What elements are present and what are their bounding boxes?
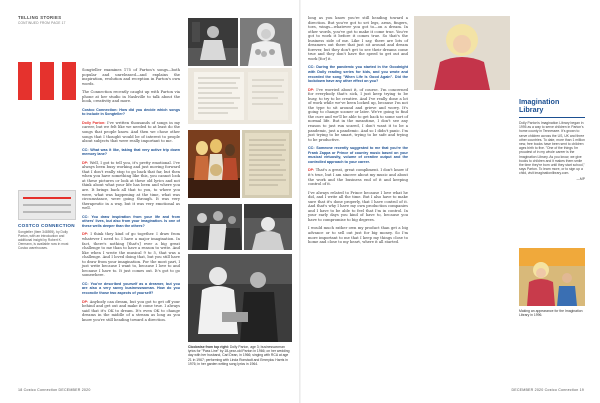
imagination-library-sidebar — [519, 98, 585, 181]
red-bar — [40, 62, 54, 100]
qa-block — [308, 168, 408, 186]
qa-block — [82, 282, 180, 296]
question-label: CC: — [82, 214, 89, 219]
qa-block — [308, 146, 408, 164]
photo-caption — [188, 345, 292, 366]
qa-block — [82, 108, 180, 117]
question-label: CC: — [308, 146, 315, 151]
answer-text: I've written thousands of songs in my career, but we felt like we needed to at least do the songs that people know. And then we chose other songs that I thought would be of interest to people about subjects that were really important to me. — [82, 120, 180, 144]
caption-lead: Clockwise from top right: — [188, 345, 229, 349]
answer-text: Well, I got to tell you, it's pretty emotional. I've always been busy working and just moving forward that I don't really stop to go back that far, but then when you have something like this, you cannot look at these pictures or look at these old lyrics and not think about what your life has been and where you are. It brings back all that to you, to where you were, what was happening at the time, what was circumstance, were going through. It was very therapeutic in a way, but it was very emotional as well. — [82, 160, 180, 211]
dolly-portrait-image — [414, 16, 510, 90]
costco-connection-label: COSTCO CONNECTION — [18, 223, 75, 228]
answer-label: DP: — [82, 232, 89, 237]
garden-writing-image — [188, 254, 292, 342]
photo-recording-session — [244, 204, 292, 250]
red-bar — [62, 62, 76, 100]
photo-imagination-library-appearance — [519, 248, 585, 306]
qa-block — [82, 215, 180, 229]
caption-text: Dolly Parton, age 3; businesswoman lyrics for "Pass Line" by 18-year-old Parton in 1966; on her wedding day with her husband, Carl Dean, in 1966; singing with RCA at age 21 in 1967; performing with Linda Ronstadt and Emmylou Harris in 1976; in her garden writing song lyrics in 1964. — [188, 345, 290, 366]
continued-line: CONTINUED FROM PAGE 17 — [18, 21, 66, 25]
imagination-library-photo-image — [519, 248, 585, 306]
rca-studio-image — [188, 204, 242, 250]
paragraph: long as you know you're still heading toward a direction. But you've got to set legs, arms, fingers, toes, wings—whatever you got to—on a dream. In other words, you've got to make it come true. You've got to work it before it comes true. So that's the business side of me. Like I say, there are lots of dreamers out there that just sit around and dream forever, but they don't get to see their dreams come true and they don't have the speed to get out and work [for] it. — [308, 16, 408, 61]
answer-text: I think they kind of go together. I draw from whatever I need to. I have a major imagination. In fact, there's nothing [that's] ever a big great challenge to me than to have a reason to write. And like when I wrote the musical 9 to 5, that was a challenge. And I loved doing that, but you still have to draw from your imagination. For the most part, I just write because I want to, because I love to and because I have to. It just comes out. It's got to go somewhere. — [82, 232, 180, 278]
sidebar-photo-caption: Making an appearance for the Imagination Library in 1996. — [519, 309, 583, 318]
qa-block — [82, 121, 180, 144]
qa-block — [82, 161, 180, 211]
question-label: CC: — [82, 281, 89, 286]
sidebar-title: Imagination Library — [519, 97, 560, 114]
sidebar-signature: —MP — [576, 176, 585, 181]
question-label: CC: — [308, 65, 315, 70]
photo-trio-performance — [188, 130, 240, 198]
qa-block — [82, 232, 180, 277]
answer-text: Anybody can dream, but you got to get off your behind and get out and make it come true. I always said that it's OK to dream. It's even OK to change dreams in the middle of a stream as long as you know you're still heading toward a direction. — [82, 299, 180, 322]
answer-text: That's a great, great compliment. I don't know if it's true, but I am sincere about my music and about the work and the business end of it and keeping control of it. — [308, 168, 408, 187]
book-cover-thumbnail — [18, 190, 76, 220]
photo-dolly-portrait — [414, 16, 510, 90]
question-text: How did you decide which songs to include in Songteller? — [82, 107, 180, 117]
qa-block — [82, 300, 180, 323]
decorative-red-bars — [18, 62, 76, 100]
page-folio-left: 18 Costco Connection DECEMBER 2020 — [18, 388, 91, 392]
question-text: You've described yourself as a dreamer, but you are also a very savvy businesswoman. How do you reconcile those two aspects of yourself? — [82, 281, 180, 295]
article-column-1 — [82, 68, 180, 326]
answer-label: DP: — [308, 168, 315, 173]
cover-stripe — [23, 197, 71, 199]
question-text: Someone recently suggested to me that you're the Frank Zappa or Prince of country music based on your musical virtuosity, volume of creative output and the controlled approach to your career. — [308, 146, 408, 164]
answer-label: DP: — [308, 87, 315, 92]
photo-dolly-age-3 — [188, 18, 238, 66]
page-fold — [299, 0, 301, 403]
cover-stripe — [23, 211, 71, 213]
costco-connection-text: Songteller (Item 348595), by Dolly Parton, with an introduction and additional insight by Robert K. Oermann, is available now in most Costco warehouses. — [18, 230, 69, 251]
answer-label: DP: — [82, 160, 89, 165]
question-text: During the pandemic you started in the Goodnight with Dolly reading series for kids, and you wrote and recorded the song "When Life Is Good Again". Did the lockdown have any other effect on you? — [308, 65, 408, 84]
paragraph: I've always related to Prince because I love what he did, and I write all the time. But I also have to make sure that it's done properly, that I have control of it. And that's why I have my own production companies and I have to be able to feel that I'm in control. In your early days you kind of have to, because you have to compromise to big degrees. — [308, 190, 408, 222]
photo-dolly-age-3-image — [188, 18, 238, 66]
answer-label: Dolly Parton: — [82, 120, 106, 125]
trio-performance-image — [188, 130, 240, 198]
sidebar-rule — [519, 117, 585, 118]
page-folio-right: DECEMBER 2020 Costco Connection 19 — [511, 388, 584, 392]
answer-label: DP: — [82, 299, 89, 304]
lyrics-page-image — [242, 130, 292, 198]
lyrics-sheet-image — [188, 68, 292, 124]
photo-handwritten-lyrics — [188, 68, 292, 124]
question-label: CC: — [82, 147, 89, 152]
photo-garden-writing — [188, 254, 292, 342]
qa-block — [82, 148, 180, 157]
qa-block — [308, 65, 408, 83]
section-title: TELLING STORIES — [18, 15, 62, 20]
question-text: You draw inspiration from your life and from others' lives, but also from your imagination. Is one of these wells deeper than the others? — [82, 214, 180, 228]
paragraph: I would much rather own my product than get a big advance or to sell out just for big money. So I'm more important to me that I keep my things close to home and close to my heart, where it all started. — [308, 226, 408, 245]
sidebar-body: Dolly Parton's Imagination Library began in 1995 as a way to serve children in Parton's home county in Tennessee. It's grown to serve children across the US, UK and three other countries. To date, more than 1 million new, free books have been sent to children ages birth to five. "One of the things I'm proudest of in my whole career is the Imagination Library. As you know, we give books to children and it makes them smile the time they're born until they start school," says Parton. To learn more, or to sign up a child, visit imaginationlibrary.com. — [519, 121, 585, 176]
question-label: Costco Connection: — [82, 107, 118, 112]
recording-session-image — [244, 204, 292, 250]
paragraph: Songteller examines 175 of Parton's songs—both popular and unreleased—and explains the inspiration, evolution and reception in Parton's own words. — [82, 68, 180, 86]
photo-lyrics-page — [242, 130, 292, 198]
cover-stripe — [23, 204, 71, 206]
photo-wedding-day-image — [240, 18, 292, 66]
paragraph: The Connection recently caught up with Parton via phone at her studio in Nashville to talk about the book, creativity and more. — [82, 90, 180, 104]
qa-block — [308, 88, 408, 143]
article-column-3 — [308, 16, 408, 249]
question-text: What was it like, taking that very active trip down memory lane? — [82, 147, 180, 157]
photo-rca-studio — [188, 204, 242, 250]
answer-text: I've worried about it, of course. I'm concerned for everybody that's sick, I just keep trying to be busy, to try to be creative. And I've really done a lot of work while we've been locked up, because I'm not the type to sit around and grieve and worry. It's going to change sooner or later. We're going to find the cure and we'll be able to get back to some sort of normal life. But in the meantime, I don't see any reason to just run scared, I don't want it to be a pandemic, just a pandemic. And so I didn't panic. I'm just trying to be smart, trying to be safe and trying to be productive. — [308, 87, 408, 142]
section-header — [18, 15, 66, 25]
photo-wedding-day — [240, 18, 292, 66]
red-bar — [18, 62, 32, 100]
